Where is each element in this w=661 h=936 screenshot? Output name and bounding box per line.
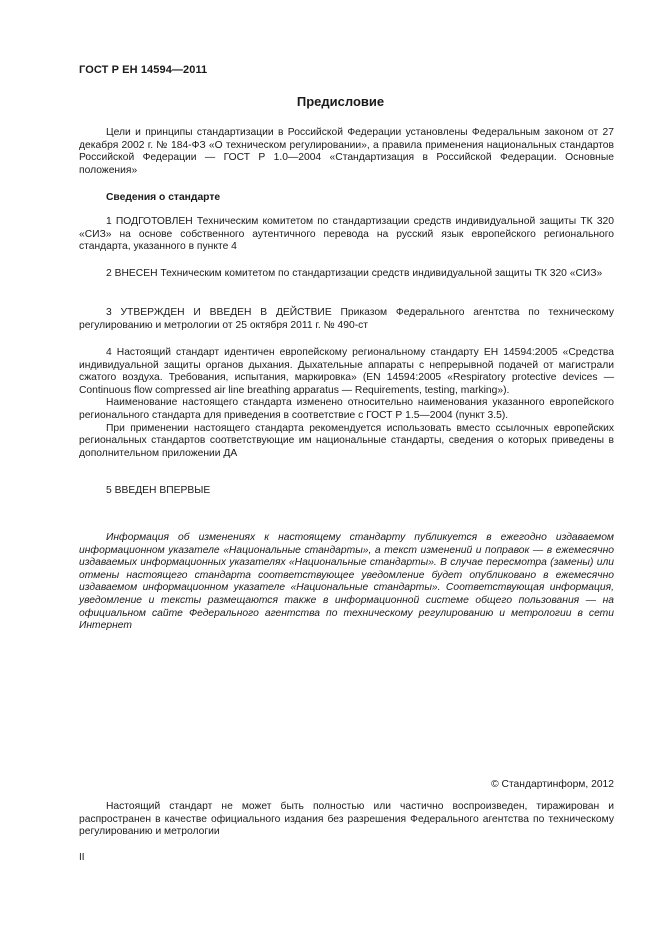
item-3 <box>79 307 614 332</box>
document-header: ГОСТ Р ЕН 14594—2011 <box>79 64 208 76</box>
item-2 <box>79 268 614 281</box>
item-4 <box>79 347 614 460</box>
item-5-text: 5 ВВЕДЕН ВПЕРВЫЕ <box>106 485 211 496</box>
item-1 <box>79 216 614 254</box>
info-notice-text: Информация об изменениях к настоящему стандарту публикуется в ежегодно издаваемом информационном указателе «Национальные стандарты», а текст изменений и поправок — в ежемесячно издаваемых информационных указателях «Национальные стандарты». В случае пересмотра (замены) или отмены настоящего стандарта соответствующее уведомление будет опубликовано в ежемесячно издаваемом информационном указателе «Национальные стандарты». Соответствующая информация, уведомление и тексты размещаются также в информационной системе общего пользования — на официальном сайте Федерального агентства по техническому регулированию и метрологии в сети Интернет <box>79 532 614 632</box>
legal-notice <box>79 801 614 839</box>
intro-text: Цели и принципы стандартизации в Российской Федерации установлены Федеральным законом от 27 декабря 2002 г. № 184-ФЗ «О техническом регулировании», а правила применения национальных стандартов Российской Федерации — ГОСТ Р 1.0—2004 «Стандартизация в Российской Федерации. Основные положения» <box>79 127 614 176</box>
legal-notice-text: Настоящий стандарт не может быть полностью или частично воспроизведен, тиражирован и распространен в качестве официального издания без разрешения Федерального агентства по техническому регулированию и метрологии <box>79 801 614 838</box>
item-4-text: 4 Настоящий стандарт идентичен европейскому региональному стандарту ЕН 14594:2005 «Средства индивидуальной защиты органов дыхания. Дыхательные аппараты с непрерывной подачей от магистрали сжатого воздуха. Требования, испытания, маркировка» (EN 14594:2005 «Respiratory protective devices — Continuous flow compressed air line breathing apparatus — Requirements, testing, marking»). <box>79 347 614 396</box>
item-5 <box>79 485 614 498</box>
copyright-notice: © Стандартинформ, 2012 <box>491 779 614 790</box>
page-number: II <box>79 852 85 863</box>
item-4-extra-2: При применении настоящего стандарта рекомендуется использовать вместо ссылочных европейских региональных стандартов соответствующие им национальные стандарты, сведения о которых приведены в дополнительном приложении ДА <box>79 422 614 459</box>
section-subheading: Сведения о стандарте <box>106 192 221 203</box>
intro-paragraph <box>79 127 614 177</box>
item-1-text: 1 ПОДГОТОВЛЕН Техническим комитетом по стандартизации средств индивидуальной защиты ТК 320 «СИЗ» на основе собственного аутентичного перевода на русский язык европейского регионального стандарта, указанного в пункте 4 <box>79 216 614 253</box>
item-4-extra-1: Наименование настоящего стандарта изменено относительно наименования указанного европейского регионального стандарта для приведения в соответствие с ГОСТ Р 1.5—2004 (пункт 3.5). <box>79 397 614 421</box>
info-notice <box>79 532 614 633</box>
page-title: Предисловие <box>296 94 385 109</box>
item-2-text: 2 ВНЕСЕН Техническим комитетом по стандартизации средств индивидуальной защиты ТК 320 «СИЗ» <box>106 268 603 279</box>
item-3-text: 3 УТВЕРЖДЕН И ВВЕДЕН В ДЕЙСТВИЕ Приказом Федерального агентства по техническому регулированию и метрологии от 25 октября 2011 г. № 490-ст <box>79 307 614 331</box>
